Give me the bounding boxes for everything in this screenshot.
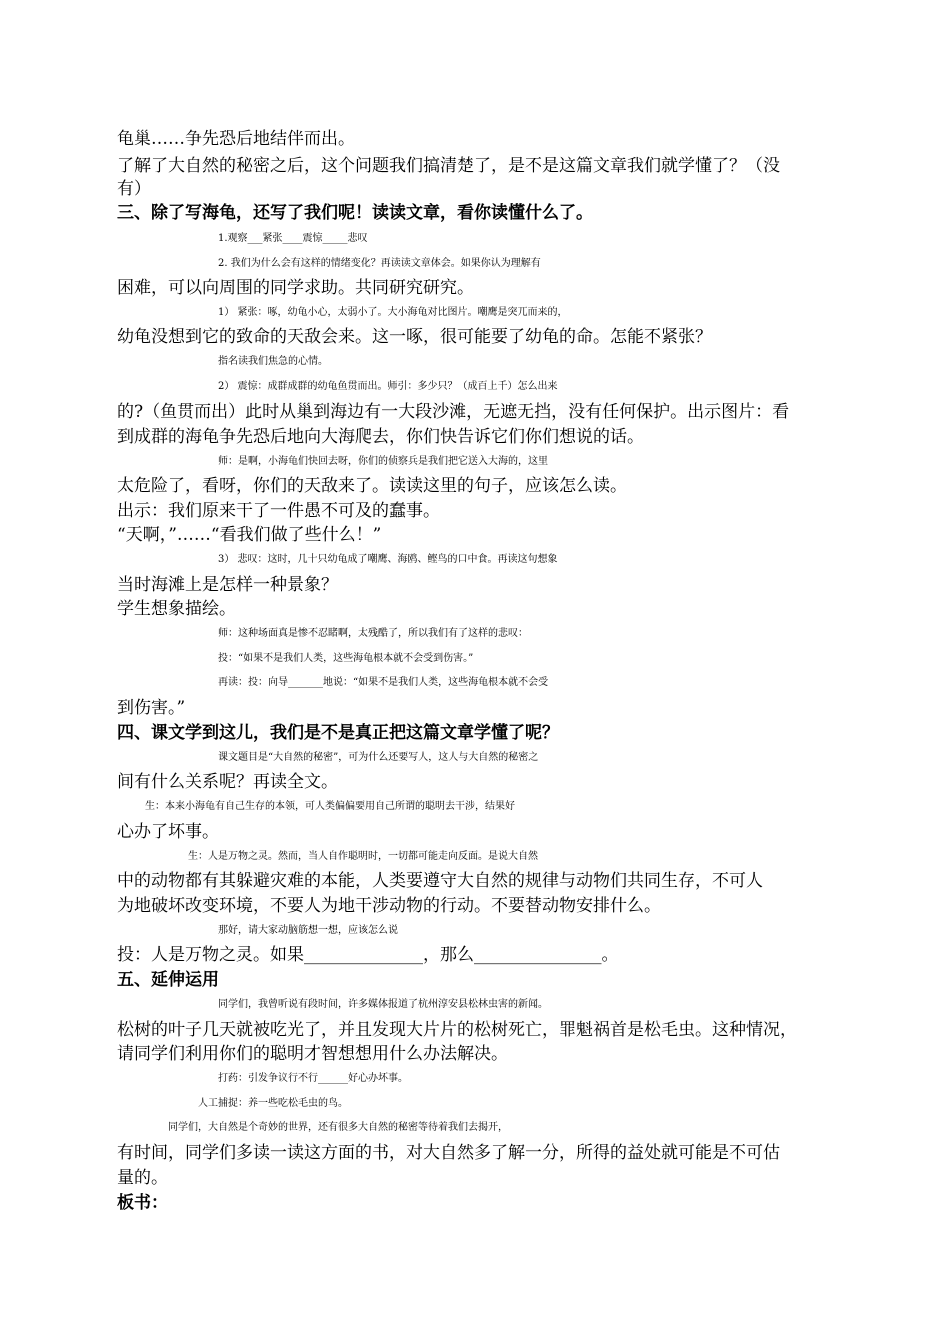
text-line: 中的动物都有其躲避灾难的本能，人类要遵守大自然的规律与动物们共同生存，不可人	[117, 871, 763, 891]
text-line: 投：“如果不是我们人类，这些海龟根本就不会受到伤害。”	[218, 653, 474, 664]
text-line: 生：本来小海龟有自己生存的本领，可人类偏偏要用自己所谓的聪明去干涉，结果好	[145, 801, 515, 812]
text-line: 2） 震惊：成群成群的幼龟鱼贯而出。师引：多少只？（成百上千）怎么出来	[218, 381, 558, 392]
text-line: 指名读我们焦急的心情。	[218, 356, 328, 367]
text-line: 有时间，同学们多读一读这方面的书，对大自然多了解一分，所得的益处就可能是不可估	[117, 1143, 780, 1163]
text-line: 松树的叶子几天就被吃光了，并且发现大片片的松树死亡，罪魁祸首是松毛虫。这种情况，	[117, 1020, 797, 1040]
text-line: 那好，请大家动脑筋想一想，应该怎么说	[218, 925, 398, 936]
text-line: 幼龟没想到它的致命的天敌会来。这一啄，很可能要了幼龟的命。怎能不紧张？	[117, 327, 712, 347]
board-heading: 板书：	[117, 1193, 168, 1213]
text-line: 太危险了，看呀，你们的天敌来了。读读这里的句子，应该怎么读。	[117, 476, 627, 496]
text-line: 到伤害。”	[117, 698, 186, 718]
text-line: “天啊，”……“看我们做了些什么！”	[117, 525, 382, 545]
text-line: 的?（鱼贯而出）此时从巢到海边有一大段沙滩，无遮无挡，没有任何保护。出示图片：看	[117, 402, 790, 422]
text-line: 1） 紧张：啄，幼龟小心，太弱小了。大小海龟对比图片。嘲鹰是突兀而来的，	[218, 307, 568, 318]
text-line: 师：这种场面真是惨不忍睹啊，太残酷了，所以我们有了这样的悲叹：	[218, 628, 528, 639]
text-line: 间有什么关系呢？再读全文。	[117, 772, 338, 792]
text-line: 为地破坏改变环境，不要人为地干涉动物的行动。不要替动物安排什么。	[117, 896, 661, 916]
text-line: 到成群的海龟争先恐后地向大海爬去，你们快告诉它们你们想说的话。	[117, 427, 644, 447]
section-heading: 四、课文学到这儿，我们是不是真正把这篇文章学懂了呢？	[117, 723, 559, 743]
text-line: 同学们，大自然是个奇妙的世界，还有很多大自然的秘密等待着我们去揭开，	[168, 1122, 508, 1133]
text-line: 出示：我们原来干了一件愚不可及的蠢事。	[117, 501, 440, 521]
text-line: 人工捕捉：养一些吃松毛虫的鸟。	[198, 1098, 348, 1109]
text-line: 2. 我们为什么会有这样的情绪变化？再读读文章体会。如果你认为理解有	[218, 258, 541, 269]
text-line: 有）	[117, 179, 151, 199]
text-line: 打药：引发争议行不行______好心办坏事。	[218, 1073, 408, 1084]
text-line: 心办了坏事。	[117, 822, 219, 842]
text-line: 困难，可以向周围的同学求助。共同研究研究。	[117, 278, 474, 298]
text-line: 3） 悲叹：这时，几十只幼龟成了嘲鹰、海鸥、鲣鸟的口中食。再读这句想象	[218, 554, 558, 565]
text-line: 课文题目是“大自然的秘密”，可为什么还要写人，这人与大自然的秘密之	[218, 752, 539, 763]
text-line: 当时海滩上是怎样一种景象？	[117, 575, 338, 595]
text-line: 同学们，我曾听说有段时间，许多媒体报道了杭州淳安县松林虫害的新闻。	[218, 999, 548, 1010]
text-line: 学生想象描绘。	[117, 599, 236, 619]
text-line: 请同学们利用你们的聪明才智想想用什么办法解决。	[117, 1044, 508, 1064]
text-line: 了解了大自然的秘密之后，这个问题我们搞清楚了，是不是这篇文章我们就学懂了？（没	[117, 156, 780, 176]
text-line: 量的。	[117, 1168, 168, 1188]
text-line: 再读：投：向导_______地说：“如果不是我们人类，这些海龟根本就不会受	[218, 677, 549, 688]
text-line: 1.观察___紧张____震惊_____悲叹	[218, 233, 368, 244]
text-line: 投：人是万物之灵。如果______________，那么_______________。	[117, 945, 619, 965]
section-heading: 五、延伸运用	[117, 970, 219, 990]
section-heading: 三、除了写海龟，还写了我们呢！读读文章，看你读懂什么了。	[117, 203, 593, 223]
text-line: 师：是啊，小海龟们快回去呀，你们的侦察兵是我们把它送入大海的，这里	[218, 456, 548, 467]
text-line: 生：人是万物之灵。然而，当人自作聪明时，一切都可能走向反面。是说大自然	[188, 851, 538, 862]
text-line: 龟巢……争先恐后地结伴而出。	[117, 129, 355, 149]
